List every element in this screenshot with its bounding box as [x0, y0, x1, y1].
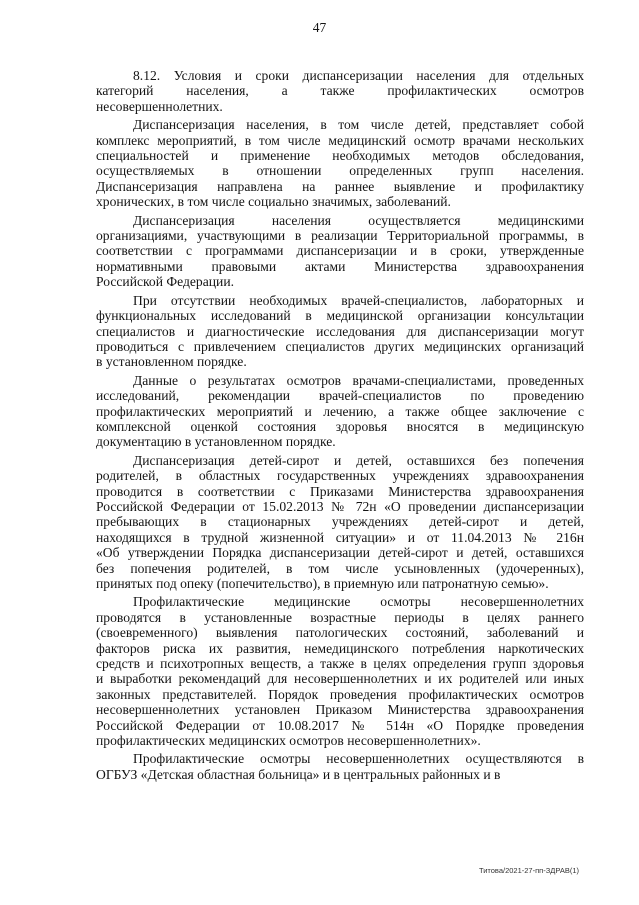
- text-line: 8.12. Условия и сроки диспансеризации населения для отдельных: [133, 68, 584, 83]
- text-line: (своевременного) выявления патологических состояний, заболеваний и: [96, 625, 584, 641]
- text-line: нормативными правовыми актами Министерства здравоохранения: [96, 258, 584, 274]
- text-line: проводятся в установленные возрастные периоды в целях раннего: [96, 609, 584, 625]
- text-line: хронических, в том числе социально значимых, заболеваний.: [96, 194, 451, 210]
- text-line: Диспансеризация населения, в том числе детей, представляет собой: [133, 117, 584, 133]
- text-line: и выработки рекомендаций для несовершеннолетних и их родителей или иных: [96, 671, 584, 687]
- text-line: Данные о результатах осмотров врачами-специалистами, проведенных: [133, 372, 584, 388]
- text-line: находящихся в трудной жизненной ситуации» и от 11.04.2013 № 216н: [96, 529, 584, 545]
- paragraph-specialists-absence: [96, 293, 584, 370]
- text-line: соответствии с программами диспансеризации и в сроки, утвержденные: [96, 243, 584, 259]
- paragraph-section-heading: [96, 68, 584, 114]
- text-line: При отсутствии необходимых врачей-специалистов, лабораторных и: [133, 292, 584, 308]
- text-line: средств и психотропных веществ, а также в целях определения групп здоровья: [96, 656, 584, 672]
- text-line: Профилактические осмотры несовершеннолетних осуществляются в: [133, 751, 584, 767]
- paragraph-dispensary-performers: [96, 213, 584, 290]
- paragraph-minors-exams: [96, 594, 584, 748]
- text-line: организациями, участвующими в реализации Территориальной программы, в: [96, 228, 584, 244]
- document-footer-code: Титова/2021-27-пп-ЗДРАВ(1): [478, 866, 579, 875]
- text-line: профилактических медицинских осмотров несовершеннолетних».: [96, 733, 481, 749]
- document-body: [96, 68, 584, 785]
- text-line: категорий населения, а также профилактических осмотров: [96, 83, 584, 99]
- text-line: Профилактические медицинские осмотры несовершеннолетних: [133, 594, 584, 610]
- paragraph-minors-exams-location: [96, 751, 584, 782]
- text-line: Российской Федерации от 15.02.2013 № 72н «О проведении диспансеризации: [96, 498, 584, 514]
- text-line: проводится в соответствии с Приказами Министерства здравоохранения: [96, 483, 584, 499]
- text-line: проводиться с привлечением специалистов других медицинских организаций: [96, 338, 584, 354]
- text-line: в установленном порядке.: [96, 354, 247, 370]
- text-line: Диспансеризация населения осуществляется медицинскими: [133, 212, 584, 228]
- text-line: факторов риска их развития, немедицинского потребления наркотических: [96, 640, 584, 656]
- text-line: Диспансеризация детей-сирот и детей, оставшихся без попечения: [133, 452, 584, 468]
- text-line: профилактических мероприятий и лечению, а также общее заключение с: [96, 403, 584, 419]
- text-line: Российской Федерации.: [96, 274, 234, 290]
- text-line: пребывающих в стационарных учреждениях детей-сирот и детей,: [96, 514, 584, 530]
- text-line: Российской Федерации от 10.08.2017 № 514н «О Порядке проведения: [96, 717, 584, 733]
- text-line: комплекс мероприятий, в том числе медицинский осмотр врачами нескольких: [96, 132, 584, 148]
- text-line: документацию в установленном порядке.: [96, 434, 336, 450]
- text-line: осуществляемых в отношении определенных групп населения.: [96, 163, 584, 179]
- text-line: законных представителей. Порядок проведения профилактических осмотров: [96, 686, 584, 702]
- text-line: принятых под опеку (попечительство), в приемную или патронатную семью».: [96, 576, 549, 591]
- text-line: исследований, рекомендации врачей-специалистов по проведению: [96, 388, 584, 404]
- text-line: функциональных исследований в медицинской организации консультации: [96, 308, 584, 324]
- text-line: несовершеннолетних.: [96, 98, 223, 114]
- paragraph-dispensary-definition: [96, 117, 584, 209]
- text-line: ОГБУЗ «Детская областная больница» и в центральных районных и в: [96, 766, 501, 782]
- text-line: Диспансеризация направлена на раннее выявление и профилактику: [96, 178, 584, 194]
- page-number: 47: [312, 20, 327, 35]
- paragraph-orphans-dispensary: [96, 453, 584, 592]
- text-line: родителей, в областных государственных учреждениях здравоохранения: [96, 468, 584, 484]
- text-line: специалистов и диагностические исследования для диспансеризации могут: [96, 323, 584, 339]
- text-line: «Об утверждении Порядка диспансеризации детей-сирот и детей, оставшихся: [96, 545, 584, 561]
- text-line: специальностей и применение необходимых методов обследования,: [96, 148, 584, 164]
- text-line: без попечения родителей, в том числе усыновленных (удочеренных),: [96, 560, 584, 576]
- text-line: комплексной оценкой состояния здоровья вносятся в медицинскую: [96, 418, 584, 434]
- paragraph-results-documentation: [96, 373, 584, 450]
- text-line: несовершеннолетних установлен Приказом Министерства здравоохранения: [96, 702, 584, 718]
